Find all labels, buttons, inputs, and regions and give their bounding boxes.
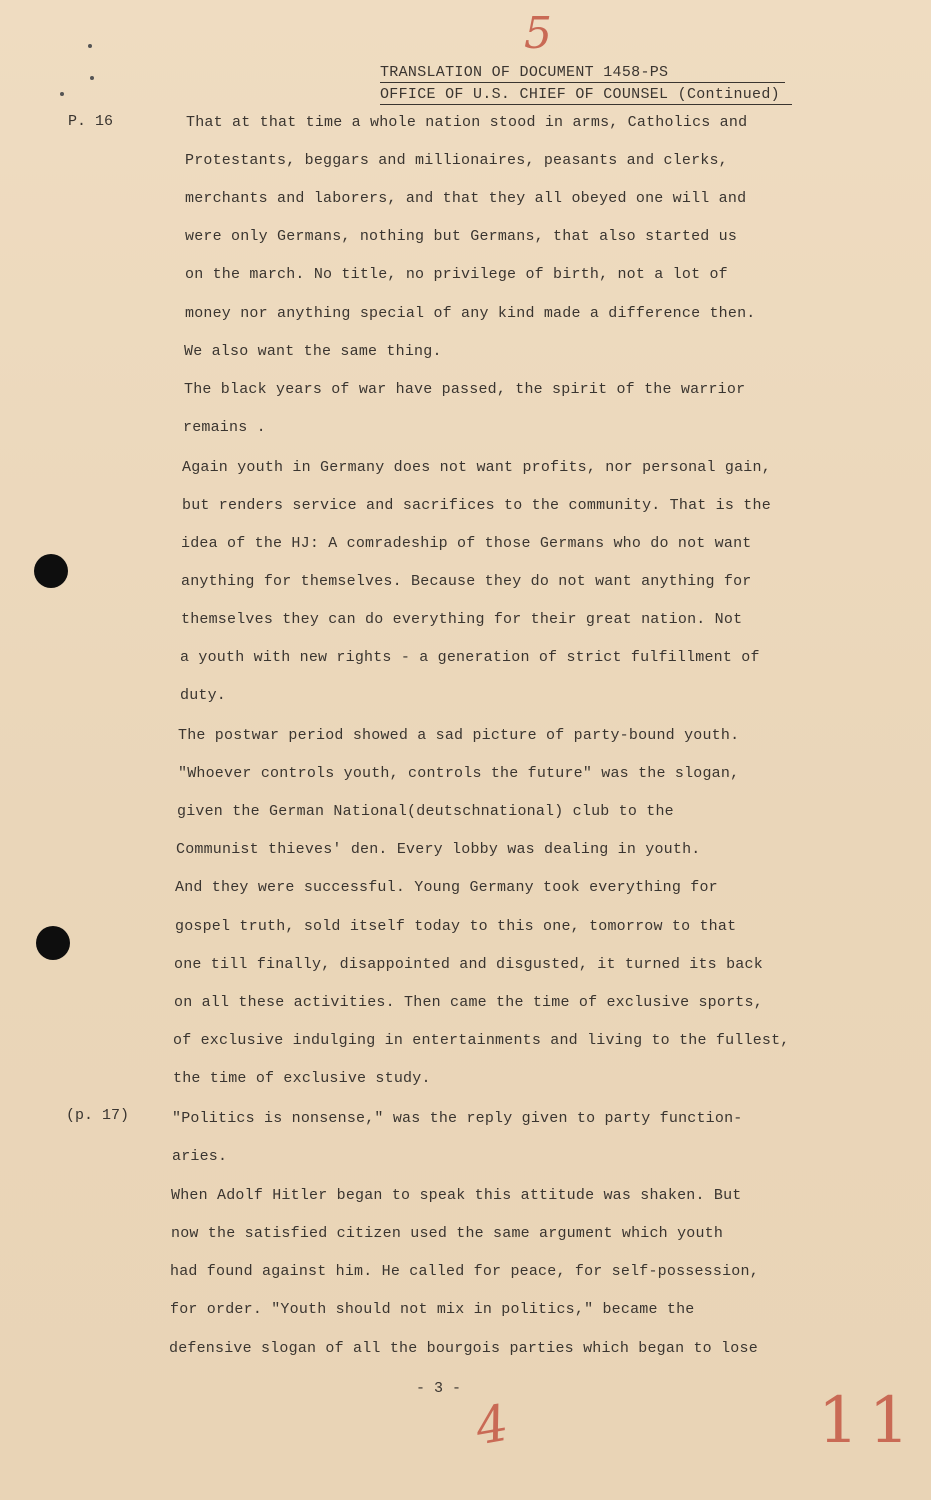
handwritten-page-mark: 5 (524, 8, 552, 59)
text-line: gospel truth, sold itself today to this one, tomorrow to that (175, 918, 737, 935)
text-line: on the march. No title, no privilege of birth, not a lot of (185, 266, 728, 283)
text-line: "Whoever controls youth, controls the future" was the slogan, (178, 765, 740, 782)
text-line: When Adolf Hitler began to speak this attitude was shaken. But (171, 1187, 742, 1204)
text-line: idea of the HJ: A comradeship of those Germans who do not want (181, 535, 752, 552)
text-line: one till finally, disappointed and disgusted, it turned its back (174, 956, 763, 973)
text-line: Communist thieves' den. Every lobby was dealing in youth. (176, 841, 701, 858)
text-line: a youth with new rights - a generation of strict fulfillment of (180, 649, 760, 666)
text-line: "Politics is nonsense," was the reply given to party function- (172, 1110, 743, 1127)
text-line: of exclusive indulging in entertainments and living to the fullest, (173, 1032, 790, 1049)
header-office: OFFICE OF U.S. CHIEF OF COUNSEL (Continued) (380, 86, 780, 103)
paper-speck (88, 44, 92, 48)
text-line: Again youth in Germany does not want profits, nor personal gain, (182, 459, 771, 476)
header-underline (380, 104, 792, 105)
paper-speck (90, 76, 94, 80)
binder-hole (36, 926, 70, 960)
binder-hole (34, 554, 68, 588)
text-line: duty. (180, 687, 227, 704)
text-line: were only Germans, nothing but Germans, that also started us (185, 228, 738, 245)
text-line: given the German National(deutschnational) club to the (177, 803, 674, 820)
text-line: now the satisfied citizen used the same argument which youth (171, 1225, 724, 1242)
text-line: That at that time a whole nation stood in arms, Catholics and (186, 114, 748, 131)
page-ref-p16: P. 16 (68, 113, 114, 130)
handwritten-sheet-count: 11 (818, 1384, 920, 1458)
text-line: The black years of war have passed, the spirit of the warrior (184, 381, 746, 398)
page-ref-p17: (p. 17) (66, 1107, 130, 1124)
text-line: themselves they can do everything for their great nation. Not (181, 611, 743, 628)
text-line: We also want the same thing. (184, 343, 442, 360)
text-line: The postwar period showed a sad picture of party-bound youth. (178, 727, 740, 744)
handwritten-sheet-mark: 4 (471, 1393, 513, 1457)
text-line: anything for themselves. Because they do not want anything for (181, 573, 752, 590)
text-line: on all these activities. Then came the time of exclusive sports, (174, 994, 763, 1011)
text-line: aries. (172, 1148, 228, 1165)
header-title: TRANSLATION OF DOCUMENT 1458-PS (380, 64, 669, 81)
text-line: And they were successful. Young Germany took everything for (175, 879, 718, 896)
text-line: remains . (183, 419, 266, 436)
text-line: for order. "Youth should not mix in politics," became the (170, 1301, 695, 1318)
text-line: Protestants, beggars and millionaires, peasants and clerks, (185, 152, 728, 169)
text-line: but renders service and sacrifices to the community. That is the (182, 497, 771, 514)
text-line: the time of exclusive study. (173, 1070, 431, 1087)
text-line: merchants and laborers, and that they all obeyed one will and (185, 190, 747, 207)
text-line: had found against him. He called for peace, for self-possession, (170, 1263, 759, 1280)
text-line: money nor anything special of any kind made a difference then. (185, 305, 756, 322)
paper-speck (60, 92, 64, 96)
text-line: defensive slogan of all the bourgois parties which began to lose (169, 1340, 758, 1357)
page-number: - 3 - (416, 1380, 462, 1397)
header-underline (380, 82, 785, 83)
